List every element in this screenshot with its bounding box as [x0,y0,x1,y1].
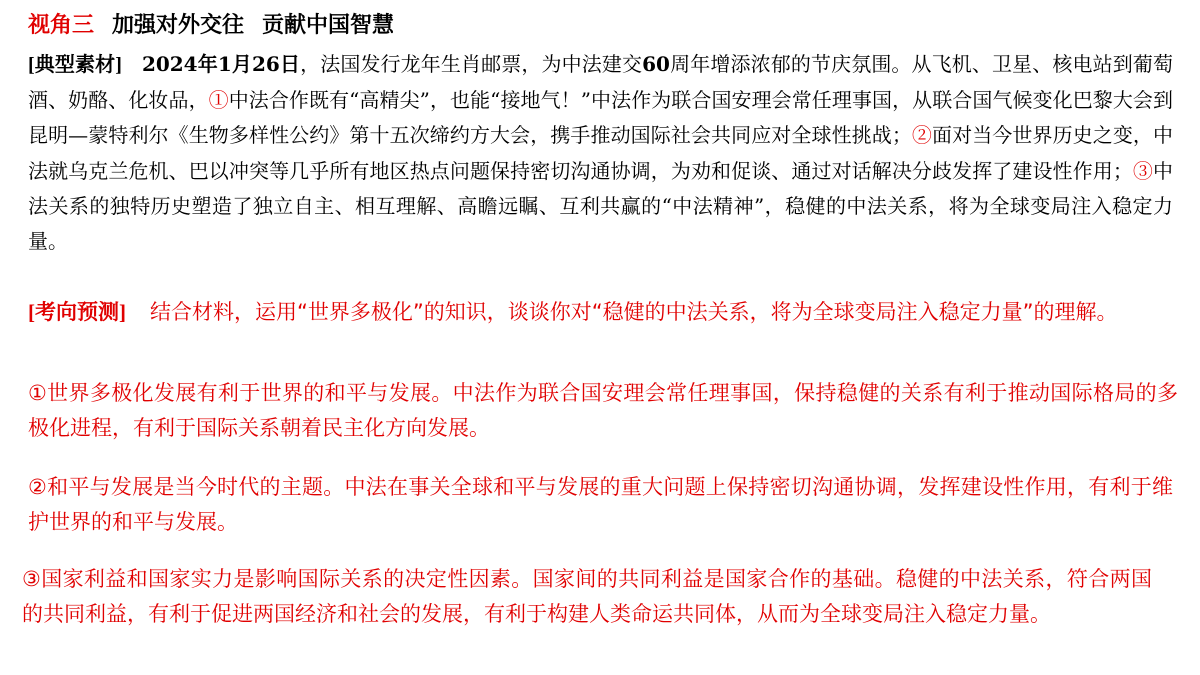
question-paragraph [28,295,1173,330]
question-tag: [考向预测] [28,300,126,324]
title-part-perspective: 视角三 [28,13,95,38]
material-text-a: ，法国发行龙年生肖邮票，为中法建交 [300,52,643,76]
answer-point-1: ①世界多极化发展有利于世界的和平与发展。中法作为联合国安理会常任理事国，保持稳健的关系有利于推动国际格局的多极化进程，有利于国际关系朝着民主化方向发展。 [28,381,1178,440]
material-anniversary-number: 60 [642,52,670,76]
material-tag: [典型素材] [28,54,122,76]
material-paragraph [28,47,1173,259]
material-mark-1: ① [208,88,229,113]
material-text-e: 中法关系的独特历史塑造了独立自主、相互理解、高瞻远瞩、互利共赢的“中法精神”，稳健的中法关系，将为全球变局注入稳定力量。 [28,158,1174,254]
material-text-b: 周年增添浓郁的节庆氛围。从飞机、卫星、核电站到葡萄酒、奶酪、化妆品， [28,52,1174,113]
material-mark-2: ② [911,123,933,148]
question-text: 结合材料，运用“世界多极化”的知识，谈谈你对“稳健的中法关系，将为全球变局注入稳定力量”的理解。 [150,300,1118,324]
section-title [28,10,394,42]
material-text-d: 面对当今世界历史之变，中法就乌克兰危机、巴以冲突等几乎所有地区热点问题保持密切沟通协调，为劝和促谈、通过对话解决分歧发挥了建设性作用； [28,123,1174,183]
title-part-wisdom: 贡献中国智慧 [262,13,395,38]
title-part-exchange: 加强对外交往 [112,13,245,38]
answer-point-2: ②和平与发展是当今时代的主题。中法在事关全球和平与发展的重大问题上保持密切沟通协调，发挥建设性作用，有利于维护世界的和平与发展。 [28,475,1173,534]
material-date: 2024年1月26日 [141,52,301,76]
answer-point-3: ③国家利益和国家实力是影响国际关系的决定性因素。国家间的共同利益是国家合作的基础。稳健的中法关系，符合两国的共同利益，有利于促进两国经济和社会的发展，有利于构建人类命运共同体，从而为全球变局注入稳定力量。 [22,567,1152,626]
material-text-c: 中法合作既有“高精尖”，也能“接地气！”中法作为联合国安理会常任理事国，从联合国气候变化巴黎大会到昆明—蒙特利尔《生物多样性公约》第十五次缔约方大会，携手推动国际社会共同应对全球性挑战； [28,88,1174,148]
material-mark-3: ③ [1132,158,1154,183]
